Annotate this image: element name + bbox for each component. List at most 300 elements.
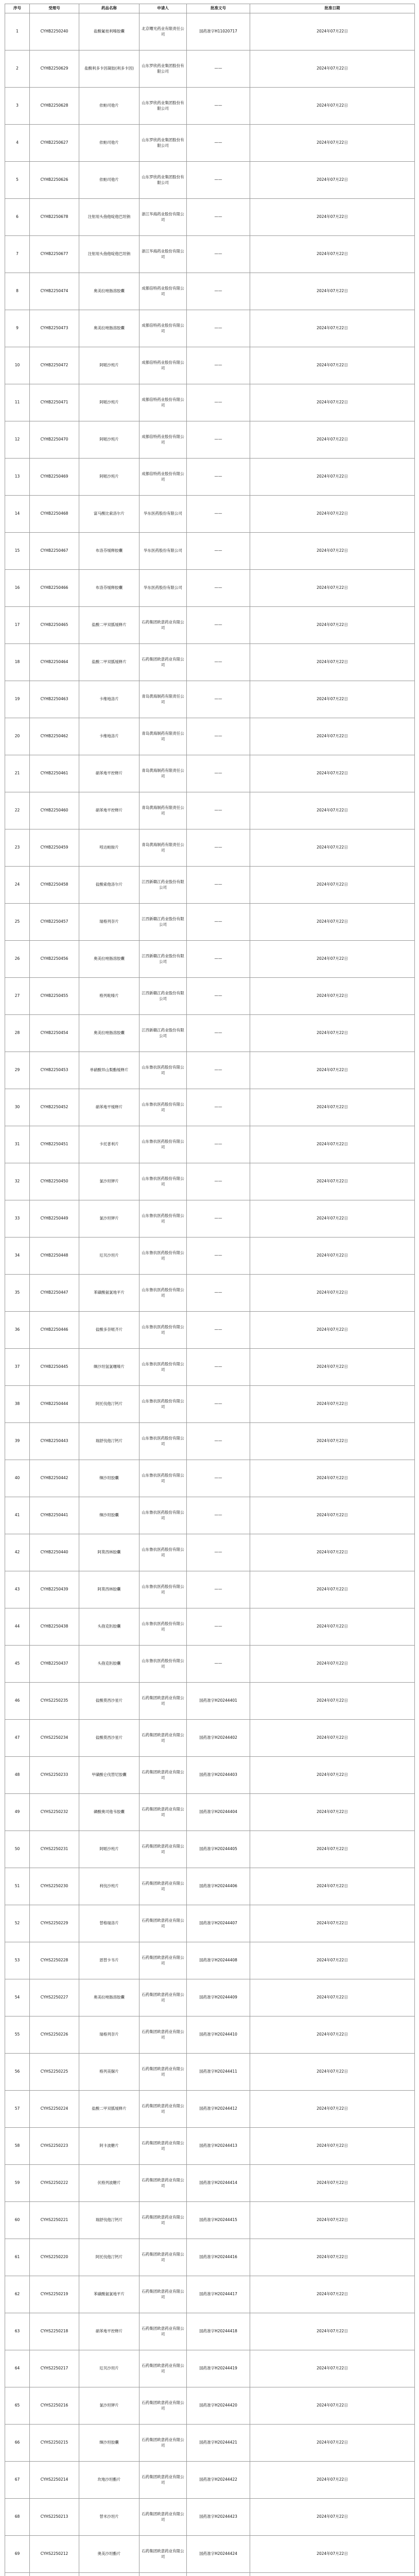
cell-approval-number: ——: [187, 829, 250, 867]
cell-drug-name: 坎地沙坦酯片: [79, 2462, 139, 2499]
cell-applicant: 成都倍特药业股份有限公司: [139, 384, 187, 421]
cell-acceptance-number: CYHB2250629: [30, 50, 79, 88]
cell-index: 36: [5, 1312, 30, 1349]
cell-applicant: 成都倍特药业股份有限公司: [139, 421, 187, 459]
table-row: [5, 1349, 415, 1386]
cell-approval-number: ——: [187, 1349, 250, 1386]
cell-applicant: 青岛黄海制药有限责任公司: [139, 681, 187, 718]
cell-drug-name: 依帕司他片: [79, 88, 139, 125]
cell-approval-number: ——: [187, 681, 250, 718]
table-row: [5, 829, 415, 867]
cell-drug-name: 布洛芬缓释胶囊: [79, 570, 139, 607]
table-row: [5, 88, 415, 125]
cell-drug-name: 硝苯地平控释片: [79, 755, 139, 792]
cell-acceptance-number: CYHB2250460: [30, 792, 79, 829]
cell-approval-date: 2024年07月22日: [250, 2165, 415, 2202]
cell-index: 5: [5, 162, 30, 199]
cell-applicant: 石药集团欧意药业有限公司: [139, 2054, 187, 2091]
cell-drug-name: 恩替卡韦片: [79, 1942, 139, 1979]
cell-drug-name: 氯沙坦钾片: [79, 1163, 139, 1200]
cell-approval-date: 2024年07月22日: [250, 1757, 415, 1794]
cell-approval-number: ——: [187, 1126, 250, 1163]
cell-index: 64: [5, 2350, 30, 2387]
cell-approval-number: ——: [187, 421, 250, 459]
cell-approval-date: 2024年07月22日: [250, 236, 415, 273]
table-row: [5, 2016, 415, 2054]
cell-approval-number: ——: [187, 310, 250, 347]
cell-approval-number: ——: [187, 88, 250, 125]
cell-drug-name: 格列美脲片: [79, 2054, 139, 2091]
cell-acceptance-number: CYHS2250212: [30, 2536, 79, 2573]
cell-acceptance-number: CYHB2250441: [30, 1497, 79, 1534]
cell-applicant: 石药集团欧意药业有限公司: [139, 1683, 187, 1720]
cell-index: 25: [5, 904, 30, 941]
table-row: [5, 1460, 415, 1497]
cell-approval-date: 2024年07月22日: [250, 421, 415, 459]
cell-acceptance-number: CYHB2250452: [30, 1089, 79, 1126]
cell-acceptance-number: CYHB2250450: [30, 1163, 79, 1200]
table-row: [5, 607, 415, 644]
cell-approval-date: 2024年07月22日: [250, 88, 415, 125]
cell-drug-name: 阿托伐他汀钙片: [79, 1386, 139, 1423]
cell-approval-number: ——: [187, 867, 250, 904]
cell-acceptance-number: CYHB2250437: [30, 1646, 79, 1683]
cell-acceptance-number: CYHB2250240: [30, 13, 79, 50]
cell-index: 21: [5, 755, 30, 792]
cell-approval-number: ——: [187, 199, 250, 236]
cell-approval-date: 2024年07月22日: [250, 13, 415, 50]
cell-acceptance-number: CYHB2250472: [30, 347, 79, 384]
cell-approval-number: 国药准字H20244409: [187, 1979, 250, 2016]
cell-approval-number: ——: [187, 1386, 250, 1423]
cell-approval-date: 2024年07月22日: [250, 310, 415, 347]
cell-index: 35: [5, 1275, 30, 1312]
table-row: [5, 13, 415, 50]
cell-approval-number: ——: [187, 273, 250, 310]
cell-approval-date: 2024年07月22日: [250, 2499, 415, 2536]
cell-index: 47: [5, 1720, 30, 1757]
cell-index: 67: [5, 2462, 30, 2499]
table-row: [5, 2128, 415, 2165]
cell-approval-number: 国药准字H20244424: [187, 2536, 250, 2573]
cell-drug-name: 盐酸利多卡因凝胶(利多卡因): [79, 50, 139, 88]
cell-drug-name: 格列吡嗪片: [79, 978, 139, 1015]
cell-index: 27: [5, 978, 30, 1015]
cell-acceptance-number: CYHB2250459: [30, 829, 79, 867]
cell-index: 33: [5, 1200, 30, 1238]
cell-applicant: 石药集团欧意药业有限公司: [139, 2425, 187, 2462]
cell-applicant: 山东鲁抗医药股份有限公司: [139, 1275, 187, 1312]
cell-index: 43: [5, 1571, 30, 1608]
cell-index: 62: [5, 2276, 30, 2313]
cell-acceptance-number: CYHB2250462: [30, 718, 79, 755]
cell-acceptance-number: CYHS2250220: [30, 2239, 79, 2276]
cell-approval-date: 2024年07月22日: [250, 1868, 415, 1905]
table-row: [5, 1423, 415, 1460]
table-row: [5, 570, 415, 607]
cell-applicant: 石药集团欧意药业有限公司: [139, 2276, 187, 2313]
cell-acceptance-number: CYHB2250463: [30, 681, 79, 718]
cell-drug-name: 奥美拉唑肠溶胶囊: [79, 310, 139, 347]
table-row: [5, 792, 415, 829]
table-row: [5, 1571, 415, 1608]
table-row: [5, 421, 415, 459]
table-row: [5, 1089, 415, 1126]
cell-acceptance-number: CYHS2250224: [30, 2091, 79, 2128]
cell-applicant: 石药集团欧意药业有限公司: [139, 2499, 187, 2536]
cell-approval-date: 2024年07月22日: [250, 199, 415, 236]
table-header-row: [5, 4, 415, 13]
cell-acceptance-number: CYHB2250446: [30, 1312, 79, 1349]
cell-index: 55: [5, 2016, 30, 2054]
cell-approval-number: 国药准字H11020717: [187, 13, 250, 50]
cell-acceptance-number: CYHS2250214: [30, 2462, 79, 2499]
cell-index: 61: [5, 2239, 30, 2276]
cell-applicant: 石药集团欧意药业有限公司: [139, 1794, 187, 1831]
cell-approval-date: 2024年07月22日: [250, 1534, 415, 1571]
cell-approval-number: 国药准字H20244414: [187, 2165, 250, 2202]
cell-applicant: 山东鲁抗医药股份有限公司: [139, 1646, 187, 1683]
cell-drug-name: 缬沙坦氢氯噻嗪片: [79, 1349, 139, 1386]
cell-approval-number: 国药准字H20244403: [187, 1757, 250, 1794]
cell-approval-number: 国药准字H20244422: [187, 2462, 250, 2499]
cell-approval-date: 2024年07月22日: [250, 2239, 415, 2276]
cell-applicant: 山东鲁抗医药股份有限公司: [139, 1497, 187, 1534]
cell-drug-name: 瑞舒伐他汀钙片: [79, 1423, 139, 1460]
cell-index: 68: [5, 2499, 30, 2536]
cell-index: 69: [5, 2536, 30, 2573]
cell-approval-number: ——: [187, 1423, 250, 1460]
cell-acceptance-number: CYHB2250677: [30, 236, 79, 273]
cell-applicant: 石药集团欧意药业有限公司: [139, 1757, 187, 1794]
cell-index: 49: [5, 1794, 30, 1831]
table-row: [5, 1238, 415, 1275]
table-row: [5, 236, 415, 273]
table-row: [5, 1200, 415, 1238]
cell-approval-date: 2024年07月22日: [250, 681, 415, 718]
cell-applicant: 石药集团欧意药业有限公司: [139, 2202, 187, 2239]
cell-applicant: 石药集团欧意药业有限公司: [139, 1831, 187, 1868]
cell-drug-name: 盐酸莫西沙星片: [79, 1683, 139, 1720]
cell-approval-date: 2024年07月22日: [250, 1126, 415, 1163]
table-row: [5, 644, 415, 681]
cell-drug-name: 盐酸二甲双胍缓释片: [79, 2091, 139, 2128]
cell-approval-number: ——: [187, 125, 250, 162]
cell-index: 7: [5, 236, 30, 273]
cell-drug-name: 苯磺酸氨氯地平片: [79, 2276, 139, 2313]
cell-drug-name: [79, 2573, 139, 2576]
cell-approval-number: ——: [187, 236, 250, 273]
cell-approval-number: ——: [187, 1608, 250, 1646]
cell-acceptance-number: CYHS2250221: [30, 2202, 79, 2239]
cell-acceptance-number: CYHS2250231: [30, 1831, 79, 1868]
cell-approval-number: ——: [187, 50, 250, 88]
table-row: [5, 2462, 415, 2499]
cell-approval-number: ——: [187, 1571, 250, 1608]
cell-index: 48: [5, 1757, 30, 1794]
cell-applicant: 成都倍特药业股份有限公司: [139, 310, 187, 347]
cell-approval-number: ——: [187, 904, 250, 941]
cell-drug-name: 氯沙坦钾片: [79, 2387, 139, 2425]
cell-acceptance-number: CYHB2250454: [30, 1015, 79, 1052]
cell-acceptance-number: CYHB2250471: [30, 384, 79, 421]
table-row: [5, 2387, 415, 2425]
cell-approval-number: ——: [187, 459, 250, 496]
cell-index: 17: [5, 607, 30, 644]
cell-approval-date: 2024年07月22日: [250, 755, 415, 792]
cell-applicant: 石药集团欧意药业有限公司: [139, 2462, 187, 2499]
cell-index: 54: [5, 1979, 30, 2016]
cell-applicant: 山东鲁抗医药股份有限公司: [139, 1349, 187, 1386]
cell-acceptance-number: CYHS2250222: [30, 2165, 79, 2202]
cell-drug-name: 注射用头孢他啶他巴坦钠: [79, 199, 139, 236]
cell-approval-date: 2024年07月22日: [250, 273, 415, 310]
cell-applicant: [139, 2573, 187, 2576]
cell-drug-name: 氯沙坦钾片: [79, 1200, 139, 1238]
cell-acceptance-number: CYHB2250678: [30, 199, 79, 236]
cell-acceptance-number: CYHS2250218: [30, 2313, 79, 2350]
cell-index: 66: [5, 2425, 30, 2462]
cell-index: 52: [5, 1905, 30, 1942]
cell-applicant: 青岛黄海制药有限责任公司: [139, 829, 187, 867]
cell-drug-name: 盐酸二甲双胍缓释片: [79, 607, 139, 644]
cell-acceptance-number: [30, 2573, 79, 2576]
cell-approval-date: 2024年07月22日: [250, 125, 415, 162]
cell-applicant: 北京曙光药业有限责任公司: [139, 13, 187, 50]
cell-approval-date: 2024年07月22日: [250, 1349, 415, 1386]
cell-drug-name: 头孢克肟胶囊: [79, 1608, 139, 1646]
table-row: [5, 1979, 415, 2016]
cell-approval-number: 国药准字H20244417: [187, 2276, 250, 2313]
cell-approval-date: 2024年07月22日: [250, 2536, 415, 2573]
drug-approval-table: [5, 4, 415, 2576]
cell-approval-number: 国药准字H20244411: [187, 2054, 250, 2091]
cell-approval-date: 2024年07月22日: [250, 459, 415, 496]
cell-applicant: 山东罗欣药业集团股份有限公司: [139, 125, 187, 162]
cell-acceptance-number: CYHB2250474: [30, 273, 79, 310]
cell-drug-name: 盐酸索他洛尔片: [79, 867, 139, 904]
cell-index: 10: [5, 347, 30, 384]
table-row: [5, 273, 415, 310]
cell-applicant: 山东鲁抗医药股份有限公司: [139, 1608, 187, 1646]
cell-drug-name: 甲磺酸仑伐替尼胶囊: [79, 1757, 139, 1794]
cell-drug-name: 瑞格列奈片: [79, 904, 139, 941]
table-row: [5, 978, 415, 1015]
cell-index: [5, 2573, 30, 2576]
cell-approval-date: 2024年07月22日: [250, 978, 415, 1015]
table-row: [5, 755, 415, 792]
cell-applicant: 山东鲁抗医药股份有限公司: [139, 1571, 187, 1608]
cell-index: 65: [5, 2387, 30, 2425]
cell-approval-date: 2024年07月22日: [250, 2425, 415, 2462]
cell-approval-date: 2024年07月22日: [250, 718, 415, 755]
cell-approval-date: 2024年07月22日: [250, 1942, 415, 1979]
cell-approval-number: ——: [187, 978, 250, 1015]
table-row: [5, 718, 415, 755]
cell-drug-name: 替格瑞洛片: [79, 1905, 139, 1942]
cell-index: 11: [5, 384, 30, 421]
cell-approval-date: 2024年07月22日: [250, 2313, 415, 2350]
table-row: [5, 1868, 415, 1905]
cell-index: 24: [5, 867, 30, 904]
cell-approval-number: ——: [187, 1200, 250, 1238]
cell-approval-date: 2024年07月22日: [250, 1979, 415, 2016]
table-row: [5, 496, 415, 533]
cell-applicant: 江西新赣江药业股份有限公司: [139, 941, 187, 978]
cell-acceptance-number: CYHB2250442: [30, 1460, 79, 1497]
table-row: [5, 904, 415, 941]
cell-acceptance-number: CYHS2250232: [30, 1794, 79, 1831]
cell-acceptance-number: CYHB2250469: [30, 459, 79, 496]
table-row: [5, 1163, 415, 1200]
cell-applicant: 青岛黄海制药有限责任公司: [139, 792, 187, 829]
cell-drug-name: 厄贝沙坦片: [79, 1238, 139, 1275]
cell-approval-date: 2024年07月22日: [250, 496, 415, 533]
cell-acceptance-number: CYHB2250443: [30, 1423, 79, 1460]
cell-approval-date: 2024年07月22日: [250, 50, 415, 88]
cell-drug-name: 注射用头孢他啶他巴坦钠: [79, 236, 139, 273]
cell-acceptance-number: CYHS2250217: [30, 2350, 79, 2387]
cell-drug-name: 伏格列波糖片: [79, 2165, 139, 2202]
cell-applicant: 石药集团欧意药业有限公司: [139, 2239, 187, 2276]
table-row: [5, 2350, 415, 2387]
cell-applicant: 山东罗欣药业集团股份有限公司: [139, 50, 187, 88]
table-row: [5, 1275, 415, 1312]
header-approval-number: 批准文号: [187, 4, 250, 13]
cell-applicant: 成都倍特药业股份有限公司: [139, 459, 187, 496]
cell-approval-number: ——: [187, 718, 250, 755]
cell-drug-name: 布洛芬缓释胶囊: [79, 533, 139, 570]
cell-drug-name: 头孢克肟胶囊: [79, 1646, 139, 1683]
cell-drug-name: 阿哌沙班片: [79, 384, 139, 421]
table-row: [5, 1052, 415, 1089]
cell-approval-date: 2024年07月22日: [250, 1497, 415, 1534]
cell-index: 29: [5, 1052, 30, 1089]
cell-applicant: 山东鲁抗医药股份有限公司: [139, 1460, 187, 1497]
cell-approval-date: 2024年07月22日: [250, 1163, 415, 1200]
cell-applicant: 江西新赣江药业股份有限公司: [139, 978, 187, 1015]
cell-drug-name: 阿卡波糖片: [79, 2128, 139, 2165]
cell-index: 34: [5, 1238, 30, 1275]
cell-approval-number: ——: [187, 1497, 250, 1534]
cell-acceptance-number: CYHS2250235: [30, 1683, 79, 1720]
table-row: [5, 199, 415, 236]
cell-acceptance-number: CYHS2250229: [30, 1905, 79, 1942]
cell-applicant: 山东鲁抗医药股份有限公司: [139, 1423, 187, 1460]
cell-index: 28: [5, 1015, 30, 1052]
table-row: [5, 1386, 415, 1423]
cell-applicant: 石药集团欧意药业有限公司: [139, 1868, 187, 1905]
table-body: [5, 13, 415, 2576]
cell-index: 59: [5, 2165, 30, 2202]
cell-approval-number: ——: [187, 644, 250, 681]
cell-index: 14: [5, 496, 30, 533]
cell-applicant: 石药集团欧意药业有限公司: [139, 2165, 187, 2202]
cell-drug-name: 奥美拉唑肠溶胶囊: [79, 273, 139, 310]
cell-drug-name: 厄贝沙坦片: [79, 2350, 139, 2387]
cell-acceptance-number: CYHB2250439: [30, 1571, 79, 1608]
cell-index: 16: [5, 570, 30, 607]
cell-applicant: 石药集团欧意药业有限公司: [139, 2387, 187, 2425]
cell-index: 51: [5, 1868, 30, 1905]
cell-drug-name: 卡维地洛片: [79, 718, 139, 755]
header-acceptance-number: 受理号: [30, 4, 79, 13]
cell-approval-date: 2024年07月22日: [250, 1571, 415, 1608]
cell-acceptance-number: CYHB2250458: [30, 867, 79, 904]
cell-acceptance-number: CYHB2250440: [30, 1534, 79, 1571]
cell-acceptance-number: CYHS2250234: [30, 1720, 79, 1757]
cell-index: 23: [5, 829, 30, 867]
cell-approval-date: 2024年07月22日: [250, 1052, 415, 1089]
header-drug-name: 药品名称: [79, 4, 139, 13]
cell-acceptance-number: CYHS2250227: [30, 1979, 79, 2016]
cell-drug-name: 硝苯地平控释片: [79, 2313, 139, 2350]
cell-approval-number: 国药准字H20244408: [187, 1942, 250, 1979]
cell-index: 44: [5, 1608, 30, 1646]
table-row: [5, 347, 415, 384]
cell-applicant: 江西新赣江药业股份有限公司: [139, 867, 187, 904]
cell-drug-name: 磷酸奥司他韦胶囊: [79, 1794, 139, 1831]
cell-applicant: 山东鲁抗医药股份有限公司: [139, 1312, 187, 1349]
cell-index: 57: [5, 2091, 30, 2128]
cell-acceptance-number: CYHB2250465: [30, 607, 79, 644]
cell-drug-name: 瑞格列奈片: [79, 2016, 139, 2054]
cell-acceptance-number: CYHB2250453: [30, 1052, 79, 1089]
cell-index: 41: [5, 1497, 30, 1534]
cell-approval-date: 2024年07月22日: [250, 1831, 415, 1868]
cell-approval-number: 国药准字H20244423: [187, 2499, 250, 2536]
cell-drug-name: 利伐沙班片: [79, 1868, 139, 1905]
cell-applicant: 山东鲁抗医药股份有限公司: [139, 1238, 187, 1275]
cell-acceptance-number: CYHB2250627: [30, 125, 79, 162]
cell-approval-number: ——: [187, 1238, 250, 1275]
cell-approval-number: ——: [187, 1646, 250, 1683]
cell-acceptance-number: CYHB2250451: [30, 1126, 79, 1163]
table-row: [5, 1831, 415, 1868]
cell-acceptance-number: CYHS2250223: [30, 2128, 79, 2165]
table-row: [5, 1497, 415, 1534]
table-row: [5, 1534, 415, 1571]
cell-approval-number: [187, 2573, 250, 2576]
cell-approval-number: ——: [187, 1163, 250, 1200]
cell-approval-number: ——: [187, 1275, 250, 1312]
cell-index: 30: [5, 1089, 30, 1126]
table-row: [5, 1126, 415, 1163]
cell-index: 63: [5, 2313, 30, 2350]
cell-drug-name: 阿莫西林胶囊: [79, 1534, 139, 1571]
cell-applicant: 青岛黄海制药有限责任公司: [139, 718, 187, 755]
cell-approval-date: 2024年07月22日: [250, 2350, 415, 2387]
cell-drug-name: 阿托伐他汀钙片: [79, 2239, 139, 2276]
cell-applicant: 江西新赣江药业股份有限公司: [139, 904, 187, 941]
cell-acceptance-number: CYHB2250473: [30, 310, 79, 347]
cell-approval-number: 国药准字H20244413: [187, 2128, 250, 2165]
cell-approval-date: 2024年07月22日: [250, 904, 415, 941]
cell-drug-name: 盐酸二甲双胍缓释片: [79, 644, 139, 681]
table-row: [5, 125, 415, 162]
cell-acceptance-number: CYHB2250626: [30, 162, 79, 199]
cell-approval-date: 2024年07月22日: [250, 792, 415, 829]
cell-approval-date: 2024年07月22日: [250, 1794, 415, 1831]
cell-applicant: 江西新赣江药业股份有限公司: [139, 1015, 187, 1052]
cell-drug-name: 阿哌沙班片: [79, 459, 139, 496]
table-row: [5, 1015, 415, 1052]
cell-index: 9: [5, 310, 30, 347]
table-row: [5, 162, 415, 199]
cell-approval-date: 2024年07月22日: [250, 2091, 415, 2128]
cell-index: 6: [5, 199, 30, 236]
cell-drug-name: 缬沙坦胶囊: [79, 1460, 139, 1497]
